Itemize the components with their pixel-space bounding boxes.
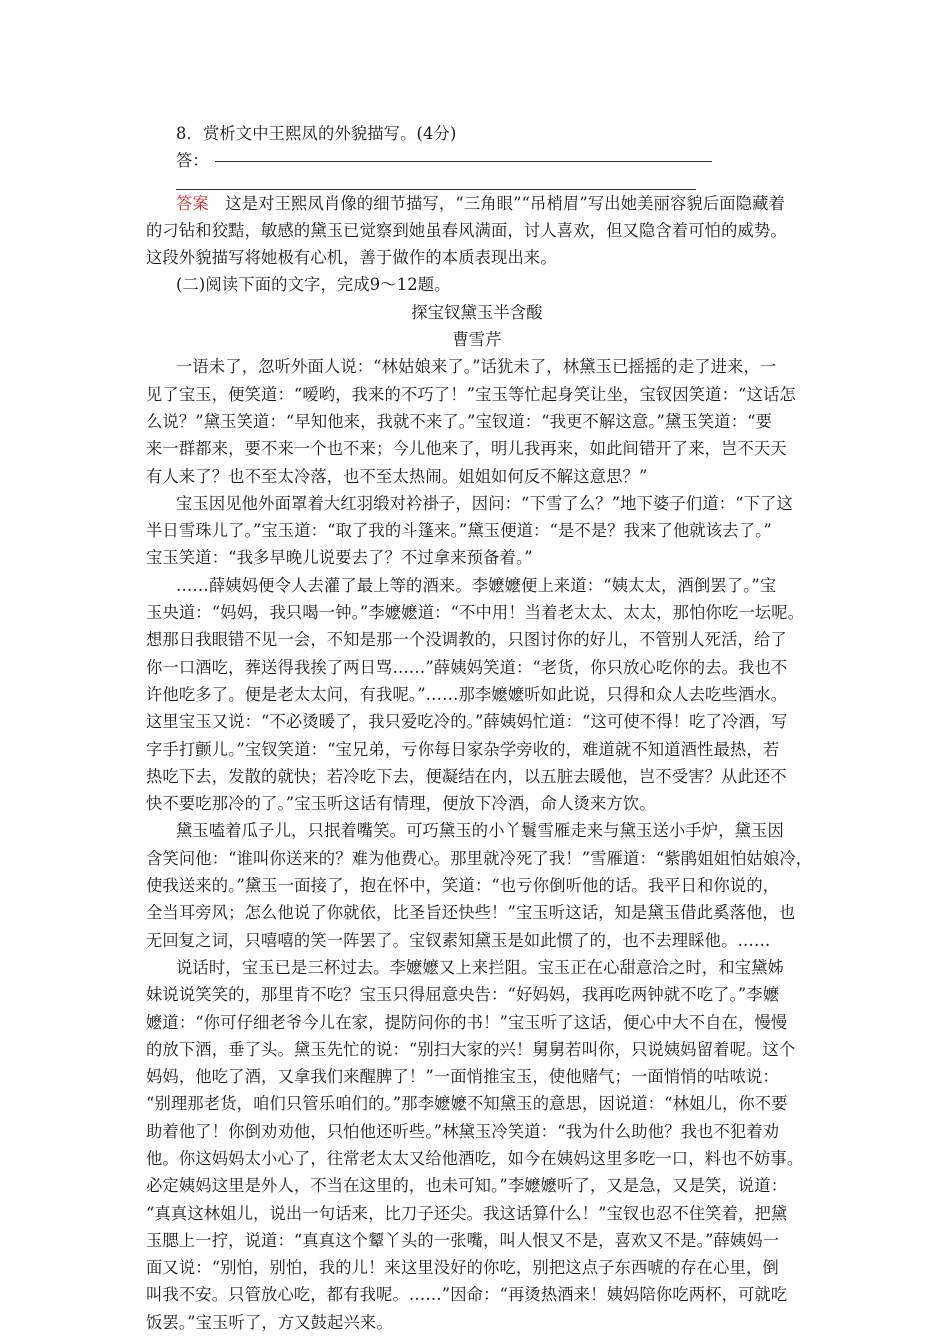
passage-paragraph [146,353,808,489]
passage-paragraph [146,490,808,572]
paragraph-line: 使我送来的。”黛玉一面接了，抱在怀中，笑道：“也亏你倒听他的话。我平日和你说的， [146,876,780,896]
paragraph-line: 面又说：“别怕，别怕，我的儿！来这里没好的你吃，别把这点子东西唬的存在心里，倒 [146,1258,779,1278]
paragraph-line: 宝玉因见他外面罩着大红羽缎对衿褂子，因问：“下雪了么？”地下婆子们道：“下了这 [176,493,793,513]
paragraph-line: 一语未了，忽听外面人说：“林姑娘来了。”话犹未了，林黛玉已摇摇的走了进来，一 [176,357,777,377]
paragraph-line: 热吃下去，发散的就快；若冷吃下去，便凝结在内，以五脏去暖他，岂不受害？从此还不 [146,766,787,786]
paragraph-line: 宝玉笑道：“我多早晚儿说要去了？不过拿来预备着。” [146,548,533,568]
paragraph-line: 许他吃多了。便是老太太问，有我呢。”……那李嬷嬷听如此说，只得和众人去吃些酒水。 [146,684,788,704]
paragraph-line: 妹说说笑笑的，那里肯不吃？宝玉只得屈意央告：“好妈妈，我再吃两钟就不吃了。”李嬷 [146,985,780,1005]
passage-paragraph [146,954,808,1336]
paragraph-line: 快不要吃那冷的了。”宝玉听这话有情理，便放下冷酒，命人烫来方饮。 [146,794,656,814]
question-8: 8．赏析文中王熙凤的外貌描写。(4分) [176,124,457,143]
paragraph-line: 黛玉嗑着瓜子儿，只抿着嘴笑。可巧黛玉的小丫鬟雪雁走来与黛玉送小手炉，黛玉因 [176,821,784,841]
paragraph-line: 想那日我眼错不见一会，不知是那一个没调教的，只图讨你的好儿，不管别人死活，给了 [146,630,787,650]
paragraph-line: 无回复之词，只嘻嘻的笑一阵罢了。宝钗素知黛玉是如此惯了的，也不去理睬他。…… [146,930,771,950]
passage-paragraph [146,817,813,953]
paragraph-line: “真真这林姐儿，说出一句话来，比刀子还尖。我这话算什么！”宝钗也忍不住笑着，把黛 [146,1203,788,1223]
paragraph-line: ……薛姨妈便令人去灌了最上等的酒来。李嬷嬷便上来道：“姨太太，酒倒罢了。”宝 [176,575,777,595]
paragraph-line: 字手打颤儿。”宝钗笑道：“宝兄弟，亏你每日家杂学旁收的，难道就不知道酒性最热，若 [146,739,780,759]
paragraph-line: 他。你这妈妈太小心了，往常老太太又给他酒吃，如今在姨妈这里多吃一口，料也不妨事。 [146,1148,804,1168]
paragraph-line: 这里宝玉又说：“不必烫暖了，我只爱吃冷的。”薛姨妈忙道：“这可使不得！吃了冷酒，写 [146,712,788,732]
paragraph-line: 全当耳旁风；怎么他说了你就依，比圣旨还快些！”宝玉听这话，知是黛玉借此奚落他，也 [146,903,796,923]
paragraph-line: 么说？”黛玉笑道：“早知他来，我就不来了。”宝钗道：“我更不解这意。”黛玉笑道：“要 [146,411,773,431]
paragraph-line: “别理那老货，咱们只管乐咱们的。”那李嬷嬷不知黛玉的意思，因说道：“林姐儿，你不要 [146,1094,788,1114]
paragraph-line: 有人来了？也不至太冷落，也不至太热闹。姐姐如何反不解这意思？” [146,466,648,486]
answer-line-1: 答案 这是对王熙凤肖像的细节描写，“三角眼”“吊梢眉”写出她美丽容貌后面隐藏着 [176,193,786,213]
passage-author: 曹雪芹 [452,330,502,350]
answer-line-3: 这段外貌描写将她极有心机，善于做作的本质表现出来。 [146,248,557,268]
paragraph-line: 半日雪珠儿了。”宝玉道：“取了我的斗篷来。”黛玉便道：“是不是？我来了他就该去了。” [146,521,772,541]
paragraph-line: 助着他了！你倒劝劝他，只怕他还听些。”林黛玉冷笑道：“我为什么助他？我也不犯着劝 [146,1121,780,1141]
paragraph-line: 见了宝玉，便笑道：“嗳哟，我来的不巧了！”宝玉等忙起身笑让坐，宝钗因笑道：“这话怎 [146,384,796,404]
answer-blank-line [215,161,712,162]
answer-label: 答： [176,151,209,171]
paragraph-line: 玉央道：“妈妈，我只喝一钟。”李嬷嬷道：“不中用！当着老太太、太太，那怕你吃一坛呢。 [146,603,805,623]
paragraph-line: 的放下酒，垂了头。黛玉先忙的说：“别扫大家的兴！舅舅若叫你，只说姨妈留着呢。这个 [146,1039,796,1059]
paragraph-line: 饭罢。”宝玉听了，方又鼓起兴来。 [146,1312,393,1332]
answer-blank-row [146,147,808,174]
passage-title: 探宝钗黛玉半含酸 [411,302,543,322]
paragraph-line: 你一口酒吃，葬送得我挨了两日骂……”薛姨妈笑道：“老货，你只放心吃你的去。我也不 [146,657,788,677]
answer-tag: 答案 [176,193,209,213]
answer-blank-line-2 [176,175,696,190]
paragraph-line: 玉腮上一拧，说道：“真真这个颦丫头的一张嘴，叫人恨又不是，喜欢又不是。”薛姨妈一 [146,1230,780,1250]
answer-line-2: 的刁钻和狡黠，敏感的黛玉已觉察到她虽春风满面，讨人喜欢，但又隐含着可怕的威势。 [146,220,787,240]
document-body [146,120,813,1336]
paragraph-line: 来一群都来，要不来一个也不来；今儿他来了，明儿我再来，如此间错开了来，岂不天天 [146,439,787,459]
paragraph-line: 说话时，宝玉已是三杯过去。李嬷嬷又上来拦阻。宝玉正在心甜意洽之时，和宝黛姊 [176,957,784,977]
passage-paragraph [146,572,808,818]
section-intro: (二)阅读下面的文字，完成9～12题。 [176,275,451,295]
paragraph-line: 必定姨妈这里是外人，不当在这里的，也未可知。”李嬷嬷听了，又是急，又是笑，说道： [146,1176,788,1196]
paragraph-line: 含笑问他：“谁叫你送来的？难为他费心。那里就冷死了我！”雪雁道：“紫鹃姐姐怕姑娘冷， [146,848,813,868]
paragraph-line: 叫我不安。只管放心吃，都有我呢。……”因命：“再烫热酒来！姨妈陪你吃两杯，可就吃 [146,1285,788,1305]
answer-paragraph [146,190,808,272]
passage-paragraphs [146,353,813,1336]
paragraph-line: 妈妈，他吃了酒，又拿我们来醒脾了！”一面悄推宝玉，使他赌气；一面悄悄的咕哝说： [146,1067,779,1087]
paragraph-line: 嬷道：“你可仔细老爷今儿在家，提防问你的书！”宝玉听了这话，便心中大不自在，慢慢 [146,1012,788,1032]
